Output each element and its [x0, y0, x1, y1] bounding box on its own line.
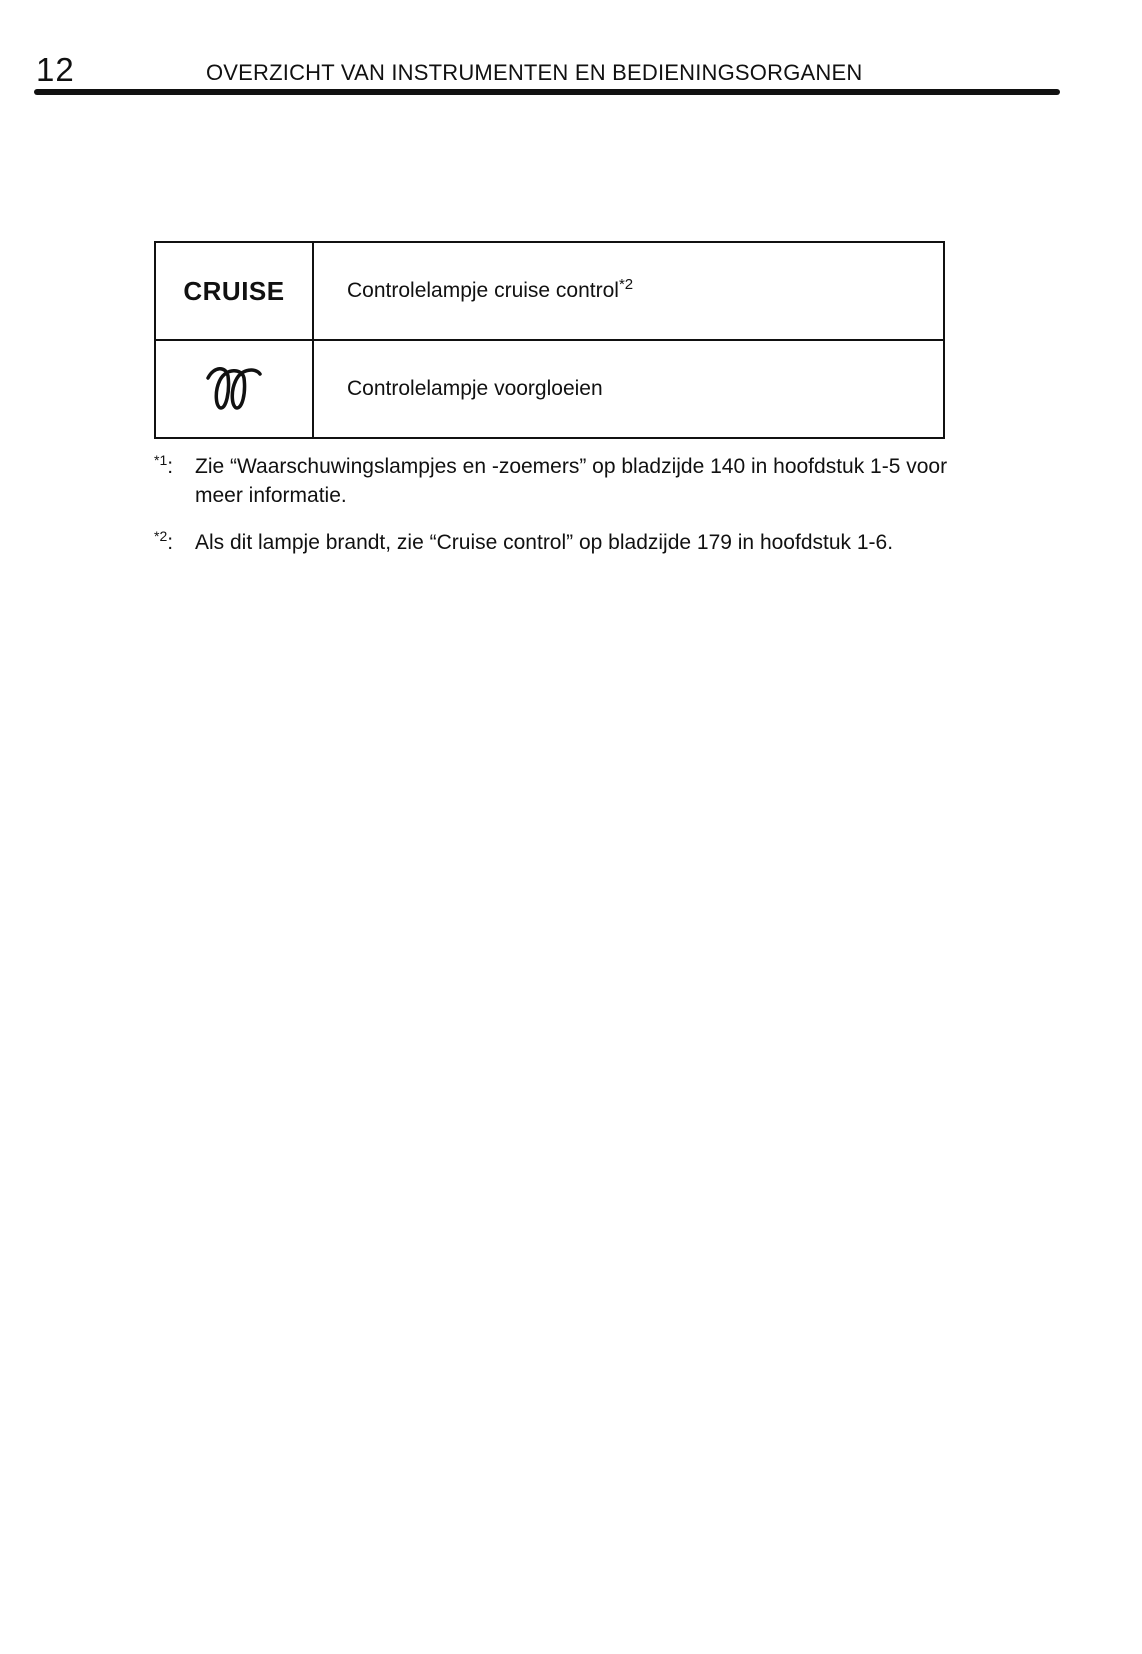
- description: Controlelampje voorgloeien: [347, 377, 603, 400]
- footnote: [154, 452, 954, 510]
- description-cell: [313, 242, 944, 340]
- glow-plug-icon: [194, 362, 274, 412]
- table-row: [155, 242, 944, 340]
- table-row: [155, 340, 944, 438]
- footnote-text: Zie “Waarschuwingslampjes en -zoemers” op bladzijde 140 in hoofdstuk 1-5 voor meer informatie.: [195, 455, 948, 507]
- cruise-symbol: CRUISE: [183, 275, 285, 306]
- header-rule: [34, 89, 1060, 95]
- footnote-ref: *2: [618, 276, 634, 293]
- footnote: [154, 528, 954, 557]
- symbol-cell: [155, 340, 313, 438]
- description-cell: [313, 340, 944, 438]
- footnote-marker: $^{*1}$:: [154, 452, 174, 478]
- indicator-table: [154, 241, 945, 439]
- page-title: OVERZICHT VAN INSTRUMENTEN EN BEDIENINGSORGANEN: [206, 60, 863, 85]
- footnote-marker: $^{*2}$:: [154, 528, 174, 554]
- description: Controlelampje cruise control: [347, 279, 619, 302]
- footnote-text: Als dit lampje brandt, zie “Cruise control” op bladzijde 179 in hoofdstuk 1-6.: [195, 531, 894, 554]
- page-number: 12: [36, 51, 75, 88]
- symbol-cell: [155, 242, 313, 340]
